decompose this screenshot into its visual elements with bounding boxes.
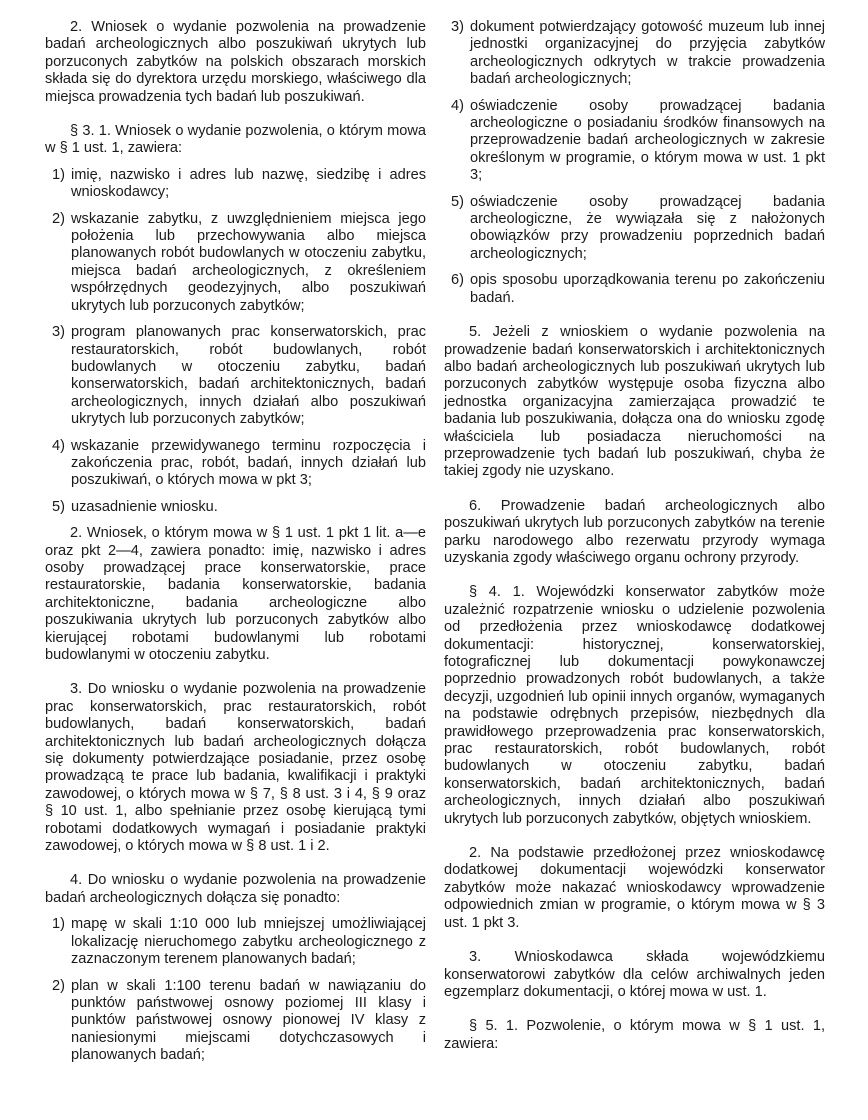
list-item-text: uzasadnienie wniosku. (71, 498, 218, 515)
list-item-number: 4) (52, 437, 65, 454)
list-item-number: 3) (451, 19, 464, 35)
paragraph-5-owner-consent: 5. Jeżeli z wnioskiem o wydanie pozwolenia na prowadzenie badań konserwatorskich i architektonicznych albo badań archeologicznych lub poszukiwań ukrytych lub porzuconych zabytków występuje osoba fizyczna albo jednostka organizacyjna zamierzająca prowadzić te badania lub poszukiwania, dołącza ona do wniosku zgodę właściciela lub posiadacza nieruchomości na przeprowadzenie tych badań lub poszukiwań, chyba że takiej zgody nie uzyskano. (444, 324, 825, 480)
list-item-text: wskazanie zabytku, z uwzględnieniem miejsca jego położenia lub przechowywania albo miejsca planowanych robót budowlanych w otoczeniu zabytku, miejsca badań archeologicznych, z określeniem współrzędnych geodezyjnych, albo poszukiwań ukrytych lub porzuconych zabytków; (71, 210, 426, 314)
paragraph-2-additional-info: 2. Wniosek, o którym mowa w § 1 ust. 1 pkt 1 lit. a—e oraz pkt 2—4, zawiera ponadto: imię, nazwisko i adres osoby prowadzącej prace konserwatorskie, prace restauratorskie, badania konserwatorskie, badania architektoniczne, badania archeologiczne albo poszukiwania ukrytych lub porzuconych zabytków albo kierującej robotami budowlanymi lub robotami budowlanymi w otoczeniu zabytku. (45, 525, 426, 663)
application-contents-list (45, 167, 426, 516)
list-item-number: 1) (52, 166, 65, 183)
list-item (444, 19, 825, 89)
list-item (45, 167, 426, 202)
list-item (45, 211, 426, 315)
list-item-text: oświadczenie osoby prowadzącej badania archeologiczne o posiadaniu środków finansowych na przeprowadzenie badań archeologicznych w zakresie określonym w programie, o którym mowa w ust. 1 pkt 3; (470, 97, 825, 184)
list-item-text: oświadczenie osoby prowadzącej badania archeologiczne, że wywiązała się z nałożonych obowiązków przy prowadzeniu poprzednich badań archeologicznych; (470, 193, 825, 262)
list-item (45, 324, 426, 428)
list-item-number: 5) (451, 193, 464, 210)
paragraph-s3-1-application-contents: § 3. 1. Wniosek o wydanie pozwolenia, o którym mowa w § 1 ust. 1, zawiera: (45, 123, 426, 157)
paragraph-s4-2-program-changes: 2. Na podstawie przedłożonej przez wnioskodawcę dodatkowej dokumentacji wojewódzki konserwator zabytków może nakazać wnioskodawcy wprowadzenie odpowiednich zmian w programie, o którym mowa w § 3 ust. 1 pkt 3. (444, 845, 825, 931)
paragraph-s5-1-permit-contents: § 5. 1. Pozwolenie, o którym mowa w § 1 ust. 1, zawiera: (444, 1018, 825, 1052)
list-item-number: 2) (52, 977, 65, 994)
list-item (444, 98, 825, 185)
list-item-text: imię, nazwisko i adres lub nazwę, siedzibę i adres wnioskodawcy; (71, 166, 426, 201)
list-item-text: program planowanych prac konserwatorskich, prac restauratorskich, robót budowlanych, robót budowlanych w otoczeniu zabytku, badań konserwatorskich, badań architektonicznych, badań archeologicznych, innych działań albo poszukiwań ukrytych lub porzuconych zabytków; (71, 324, 426, 428)
left-column (45, 19, 426, 1074)
list-item-text: dokument potwierdzający gotowość muzeum lub innej jednostki organizacyjnej do przyjęcia zabytków archeologicznych odkrytych w trakcie prowadzenia badań archeologicznych; (470, 19, 825, 88)
list-item-number: 2) (52, 210, 65, 227)
list-item-number: 1) (52, 916, 65, 933)
list-item (444, 194, 825, 264)
paragraph-s4-3-archival-copy: 3. Wnioskodawca składa wojewódzkiemu konserwatorowi zabytków dla celów archiwalnych jeden egzemplarz dokumentacji, o której mowa w ust. 1. (444, 949, 825, 1000)
list-item-text: wskazanie przewidywanego terminu rozpoczęcia i zakończenia prac, robót, badań, innych działań lub poszukiwań, o których mowa w pkt 3; (71, 437, 426, 489)
paragraph-4-archaeological-attachments: 4. Do wniosku o wydanie pozwolenia na prowadzenie badań archeologicznych dołącza się ponadto: (45, 872, 426, 906)
list-item-text: mapę w skali 1:10 000 lub mniejszej umożliwiającej lokalizację nieruchomego zabytku archeologicznego z zaznaczonym terenem planowanych badań; (71, 916, 426, 968)
paragraph-s4-1-additional-documentation: § 4. 1. Wojewódzki konserwator zabytków może uzależnić rozpatrzenie wniosku o udzielenie pozwolenia od przedłożenia przez wnioskodawcę dodatkowej dokumentacji: historycznej, konserwatorskiej, fotograficznej lub dokumentacji powykonawczej poprzednio prowadzonych robót budowlanych, a także decyzji, uzgodnień lub opinii innych organów, wymaganych na podstawie odrębnych przepisów, niezbędnych dla prawidłowego przeprowadzenia prac konserwatorskich, prac restauratorskich, robót budowlanych, robót budowlanych w otoczeniu zabytku, badań konserwatorskich, badań architektonicznych, badań archeologicznych, innych działań albo poszukiwań ukrytych lub porzuconych zabytków, objętych wnioskiem. (444, 584, 825, 827)
list-item (45, 438, 426, 490)
list-item-number: 3) (52, 324, 65, 341)
list-item (45, 916, 426, 968)
paragraph-6-national-park: 6. Prowadzenie badań archeologicznych albo poszukiwań ukrytych lub porzuconych zabytków na terenie parku narodowego albo rezerwatu przyrody wymaga uzyskania zgody właściwego organu ochrony przyrody. (444, 497, 825, 566)
list-item-text: opis sposobu uporządkowania terenu po zakończeniu badań. (470, 272, 825, 306)
right-column (444, 19, 825, 1070)
list-item-text: plan w skali 1:100 terenu badań w nawiązaniu do punktów państwowej osnowy poziomej III klasy i punktów państwowej osnowy pionowej IV klasy z naniesionymi miejscami dotychczasowych i planowanych badań; (71, 977, 426, 1064)
list-item (444, 272, 825, 307)
list-item (45, 978, 426, 1065)
paragraph-3-attachments: 3. Do wniosku o wydanie pozwolenia na prowadzenie prac konserwatorskich, prac restauratorskich, robót budowlanych, badań konserwatorskich, badań architektonicznych lub badań archeologicznych dołącza się dokumenty potwierdzające posiadanie, przez osobę prowadzącą te prace lub badania, kwalifikacji i praktyki zawodowej, o których mowa w § 7, § 8 ust. 3 i 4, § 9 oraz § 10 ust. 1, albo spełnianie przez osobę kierującą tymi robotami dodatkowych wymagań i posiadanie praktyki zawodowej, o których mowa w § 8 ust. 1 i 2. (45, 681, 426, 855)
list-item-number: 4) (451, 97, 464, 114)
archaeological-attachments-list (45, 916, 426, 1064)
list-item-number: 5) (52, 498, 65, 515)
list-item-number: 6) (451, 272, 464, 289)
archaeological-attachments-list-continued (444, 19, 825, 307)
paragraph-2-maritime-application: 2. Wniosek o wydanie pozwolenia na prowadzenie badań archeologicznych albo poszukiwań ukrytych lub porzuconych zabytków na polskich obszarach morskich składa się do dyrektora urzędu morskiego, właściwego dla miejsca prowadzenia tych badań lub poszukiwań. (45, 19, 426, 105)
list-item (45, 499, 426, 516)
